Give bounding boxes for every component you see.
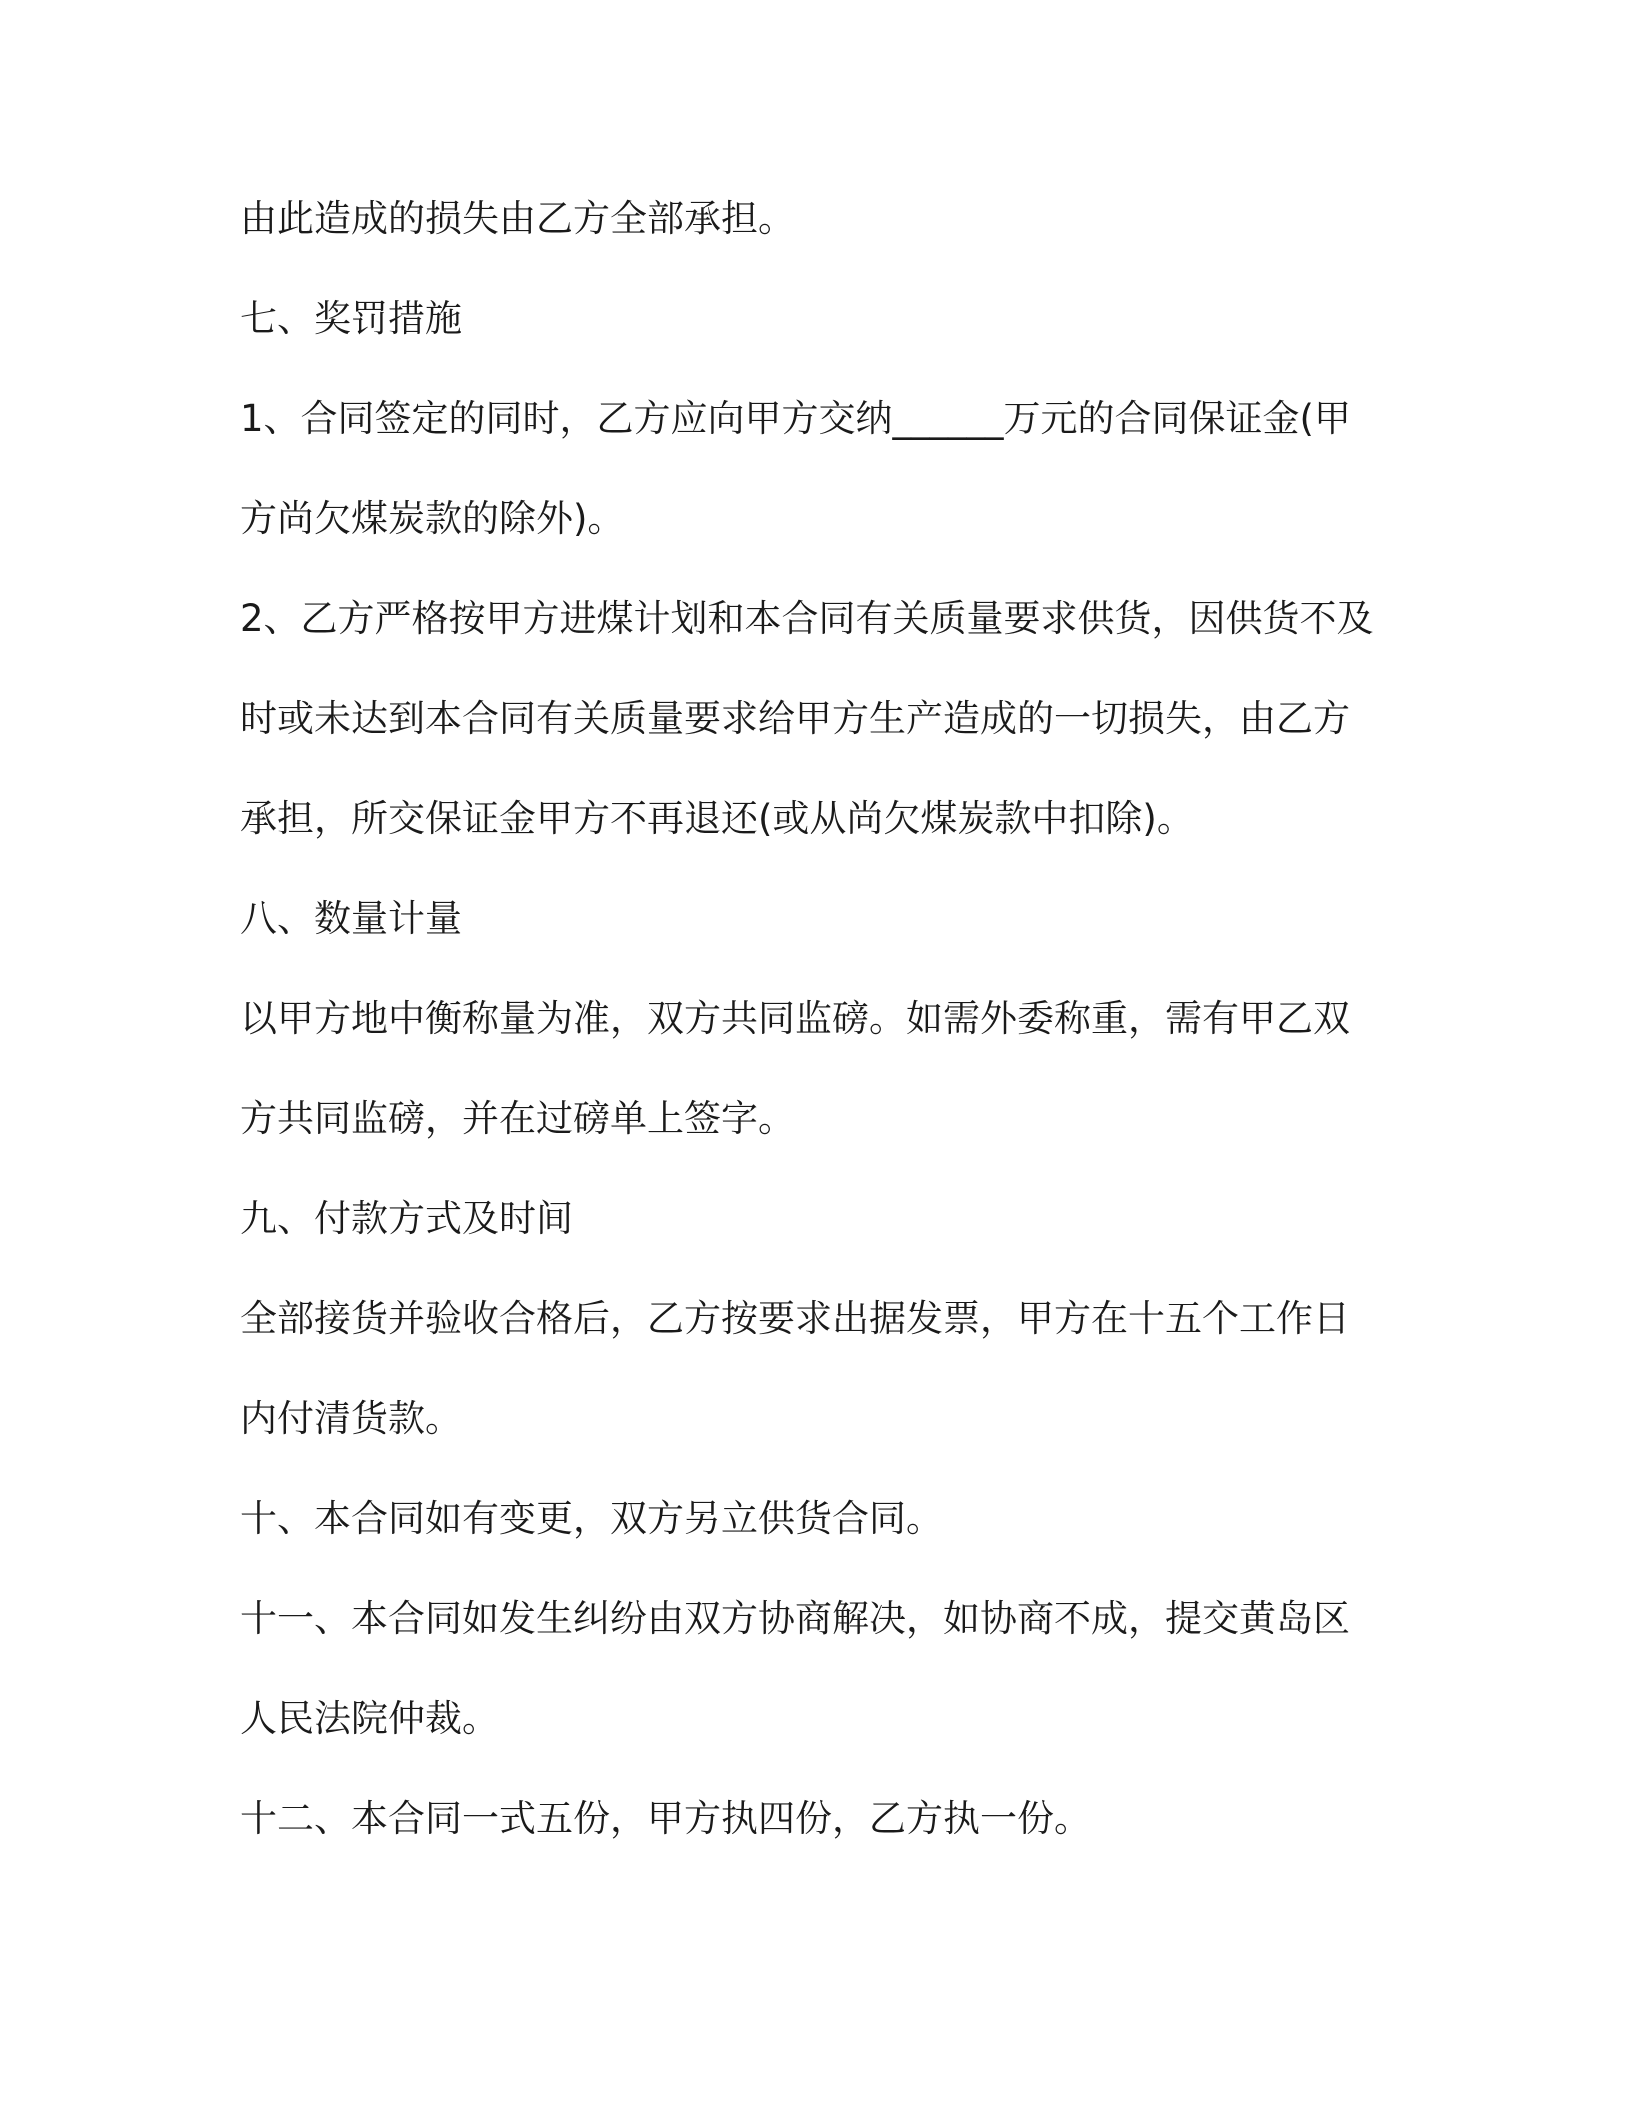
clause-10: 十、本合同如有变更，双方另立供货合同。 xyxy=(240,1497,943,1540)
section-heading-quantity-measurement: 八、数量计量 xyxy=(240,897,462,940)
clause-8-line-2: 方共同监磅，并在过磅单上签字。 xyxy=(240,1097,795,1140)
section-heading-payment: 九、付款方式及时间 xyxy=(240,1197,573,1240)
text-line-liability: 由此造成的损失由乙方全部承担。 xyxy=(240,197,795,240)
clause-9-line-2: 内付清货款。 xyxy=(240,1397,462,1440)
clause-7-2-line-3: 承担，所交保证金甲方不再退还(或从尚欠煤炭款中扣除)。 xyxy=(240,797,1194,840)
clause-11-line-2: 人民法院仲裁。 xyxy=(240,1697,499,1740)
clause-12: 十二、本合同一式五份，甲方执四份，乙方执一份。 xyxy=(240,1797,1091,1840)
clause-8-line-1: 以甲方地中衡称量为准，双方共同监磅。如需外委称重，需有甲乙双 xyxy=(240,997,1350,1040)
section-heading-rewards-penalties: 七、奖罚措施 xyxy=(240,297,462,340)
clause-7-1-line-2: 方尚欠煤炭款的除外)。 xyxy=(240,497,625,540)
clause-9-line-1: 全部接货并验收合格后，乙方按要求出据发票，甲方在十五个工作日 xyxy=(240,1297,1350,1340)
clause-7-1-line-1: 1、合同签定的同时，乙方应向甲方交纳______万元的合同保证金(甲 xyxy=(240,397,1351,440)
clause-7-2-line-1: 2、乙方严格按甲方进煤计划和本合同有关质量要求供货，因供货不及 xyxy=(240,597,1374,640)
clause-11-line-1: 十一、本合同如发生纠纷由双方协商解决，如协商不成，提交黄岛区 xyxy=(240,1597,1350,1640)
clause-7-2-line-2: 时或未达到本合同有关质量要求给甲方生产造成的一切损失，由乙方 xyxy=(240,697,1350,740)
